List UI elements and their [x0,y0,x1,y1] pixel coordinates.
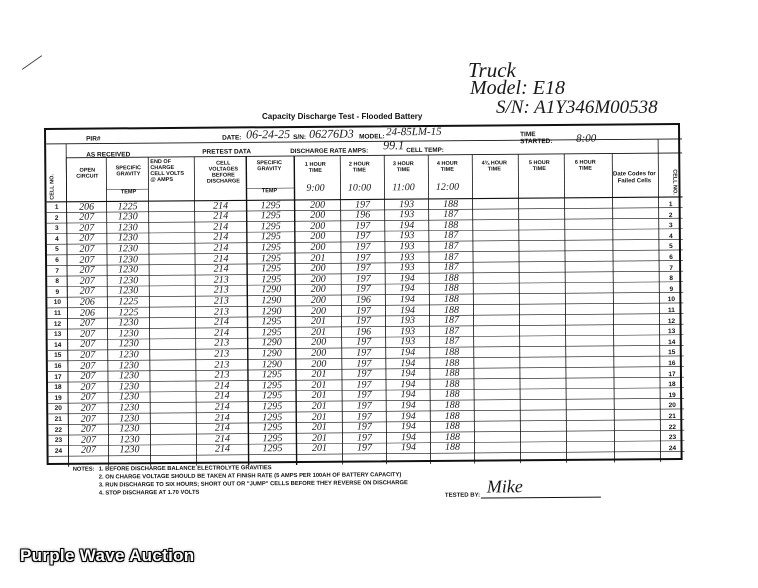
reading-oc: 207 [79,211,95,223]
date-value: 06-24-25 [246,127,291,142]
reading-h3: 193 [399,315,416,327]
test-sheet [40,123,693,499]
hour4-header: 4 HOUR TIME [436,160,458,173]
reading-h4: 187 [443,251,459,263]
cell-number-right: 10 [667,296,676,304]
reading-h2: 197 [355,230,371,242]
reading-h1: 200 [310,284,326,296]
temp-header: TEMP [120,189,137,196]
reading-h1: 201 [311,326,327,338]
tested-by-signature: Mike [486,476,523,497]
specific-gravity-header: SPECIFIC GRAVITY [115,165,142,178]
reading-cv: 214 [214,401,230,413]
reading-sg: 1230 [118,370,139,382]
reading-cv: 213 [214,348,230,360]
time-started-value: 8:00 [576,132,597,145]
cell-number-right: 18 [668,381,676,389]
reading-sg: 1230 [118,264,139,276]
cell-number-left: 20 [54,405,62,413]
reading-h2: 197 [355,251,371,264]
hour5-header: 5 HOUR TIME [528,159,550,173]
cell-number-left: 11 [53,309,61,317]
as-received-label: AS RECEIVED [86,151,131,159]
reading-cv: 214 [213,316,230,328]
reading-h1: 200 [310,305,326,317]
reading-h2: 196 [356,326,372,338]
reading-sg: 1230 [117,253,139,265]
cell-number-left: 12 [53,320,62,328]
reading-cv: 214 [214,380,230,392]
reading-sg: 1230 [118,274,139,287]
notes-label: NOTES: [72,466,95,473]
reading-h1: 200 [310,262,326,274]
handwritten-truck: Truck [468,58,516,82]
reading-cv: 213 [214,359,230,371]
reading-h1: 201 [310,315,327,327]
reading-h3: 193 [399,198,415,210]
reading-h4: 188 [444,431,460,443]
cell-no-header-right: CELL NO. [671,169,678,195]
cell-number-right: 23 [668,434,677,442]
reading-h4: 188 [443,304,459,316]
grid-line [612,154,614,463]
reading-h3: 193 [400,325,416,337]
reading-psg: 1295 [261,369,282,381]
reading-h3: 194 [400,378,416,390]
hour4-time: 12:00 [435,181,460,193]
reading-h3: 194 [400,442,417,454]
pretest-sg-header: SPECIFIC GRAVITY [256,160,282,173]
cell-number-left: 13 [53,331,62,339]
reading-h2: 197 [356,389,372,401]
grid-line [66,153,682,158]
reading-h1: 200 [310,220,326,232]
reading-psg: 1295 [262,432,283,444]
reading-h3: 194 [399,293,415,306]
reading-cv: 214 [213,242,229,254]
cell-number-right: 12 [667,317,676,325]
reading-h2: 197 [356,347,372,359]
note-2: 2. ON CHARGE VOLTAGE SHOULD BE TAKEN AT FINISH RATE (5 AMPS PER 100AH OF BATTERY CAPACITY) [98,472,402,481]
model-label: MODEL: [359,133,385,141]
date-codes-header: Date Codes for Failed Cells [613,171,656,185]
reading-sg: 1230 [118,338,139,350]
reading-h2: 197 [356,336,372,348]
reading-h2: 197 [356,442,373,454]
hour2-header: 2 HOUR TIME [348,161,370,174]
reading-psg: 1295 [260,199,281,211]
cell-number-left: 1 [54,203,59,211]
reading-cv: 214 [213,263,229,275]
reading-h4: 187 [443,240,459,252]
note-4: 4. STOP DISCHARGE AT 1.70 VOLTS [98,489,200,497]
reading-h3: 194 [400,421,416,433]
cell-number-left: 4 [55,235,59,243]
reading-oc: 207 [79,264,95,276]
reading-oc: 207 [79,232,95,244]
handwritten-model: Model: E18 [470,77,565,99]
reading-sg: 1230 [118,380,140,393]
reading-h2: 197 [355,262,371,274]
reading-cv: 213 [213,295,229,307]
reading-h3: 194 [399,272,415,284]
grid-line [658,139,661,462]
sn-value: 06276D3 [308,126,354,141]
reading-h1: 200 [310,241,326,253]
reading-h3: 193 [399,262,415,274]
cell-number-right: 7 [669,264,673,272]
reading-psg: 1295 [260,231,281,243]
reading-h3: 193 [399,240,415,253]
reading-oc: 207 [80,370,96,382]
date-label: DATE: [222,134,242,142]
reading-h4: 188 [443,293,459,305]
reading-sg: 1230 [117,243,138,255]
grid-line [518,154,520,463]
reading-oc: 207 [80,360,96,372]
reading-cv: 214 [214,390,230,402]
cell-number-right: 22 [668,423,677,431]
cell-number-right: 1 [668,201,673,209]
cell-voltages-header: CELL VOLTAGES BEFORE DISCHARGE [206,160,240,185]
reading-oc: 207 [79,222,95,234]
reading-oc: 207 [80,423,96,435]
reading-psg: 1290 [261,305,282,317]
cell-number-right: 2 [668,211,673,219]
reading-h3: 194 [400,399,416,412]
cell-number-left: 19 [54,394,62,402]
reading-h4: 187 [444,325,460,337]
reading-h1: 201 [311,443,328,455]
discharge-rate-label: DISCHARGE RATE AMPS: [290,147,369,156]
reading-h1: 201 [311,432,327,444]
cell-number-left: 22 [54,426,63,434]
grid-line [472,155,474,464]
reading-psg: 1295 [262,411,283,423]
reading-h3: 193 [399,209,415,221]
reading-psg: 1290 [261,337,282,349]
reading-h2: 197 [356,410,372,423]
tested-by-label: TESTED BY: [444,492,481,499]
cell-number-right: 24 [668,444,677,452]
sn-label: S/N: [293,133,307,142]
reading-oc: 207 [79,275,95,287]
reading-h1: 200 [310,231,326,243]
reading-sg: 1230 [119,412,140,424]
reading-sg: 1230 [117,221,138,234]
reading-h2: 197 [356,357,372,370]
note-3: 3. RUN DISCHARGE TO SIX HOURS; SHORT OUT OR "JUMP" CELLS BEFORE THEY REVERSE ON DISCHARGE [98,480,408,489]
reading-h3: 194 [400,368,416,380]
reading-h4: 188 [444,389,460,401]
reading-cv: 213 [214,369,230,381]
reading-h2: 197 [355,304,371,317]
reading-h1: 201 [311,400,327,412]
reading-h3: 194 [400,431,416,443]
grid-line [148,157,150,466]
reading-psg: 1295 [261,263,282,275]
reading-oc: 207 [79,317,96,329]
reading-h3: 194 [400,389,416,401]
reading-oc: 207 [79,254,95,266]
reading-h1: 200 [311,347,327,359]
reading-cv: 213 [213,274,229,286]
reading-h1: 201 [311,368,327,380]
reading-sg: 1225 [118,296,139,308]
cell-number-left: 18 [54,384,62,392]
reading-oc: 207 [79,285,95,297]
reading-oc: 207 [79,243,95,255]
reading-cv: 214 [213,231,229,243]
cell-number-right: 6 [669,254,673,262]
cell-number-left: 17 [54,373,62,381]
hour1-header: 1 HOUR TIME [304,161,326,174]
end-of-charge-header: END OF CHARGE CELL VOLTS @ AMPS [150,158,185,184]
reading-psg: 1295 [260,252,282,264]
reading-oc: 206 [79,296,95,308]
reading-sg: 1225 [117,200,138,212]
reading-h1: 201 [310,252,326,264]
pir-label: PIR# [86,135,101,143]
reading-oc: 206 [79,307,95,319]
reading-h2: 197 [356,421,372,433]
reading-h3: 194 [399,219,415,231]
reading-psg: 1295 [262,400,283,413]
reading-psg: 1295 [262,390,283,402]
reading-h4: 188 [444,420,460,432]
reading-cv: 214 [214,327,230,339]
reading-psg: 1290 [261,284,282,296]
reading-h2: 197 [356,400,372,412]
reading-cv: 214 [213,210,229,222]
cell-number-left: 24 [54,447,63,455]
reading-sg: 1230 [117,211,138,223]
reading-h4: 188 [444,357,460,369]
cell-number-right: 8 [669,275,674,283]
cell-no-header-left: CELL NO. [49,174,56,200]
reading-oc: 207 [80,444,97,456]
reading-sg: 1225 [118,306,139,318]
cell-temp-label: CELL TEMP: [406,146,444,155]
form-table [44,123,683,465]
pretest-data-label: PRETEST DATA [202,148,252,156]
hour3-time: 11:00 [392,182,415,194]
cell-number-right: 20 [668,402,676,410]
reading-h1: 201 [311,390,327,402]
reading-sg: 1230 [118,285,139,297]
reading-h2: 197 [356,432,372,444]
form-title: Capacity Discharge Test - Flooded Battery [262,112,423,121]
reading-h2: 197 [355,198,371,211]
cell-number-left: 8 [55,278,60,286]
pen-mark [22,55,42,70]
cell-number-left: 7 [55,267,59,275]
cell-number-right: 16 [668,360,676,368]
model-value: 24-85LM-15 [385,125,442,139]
reading-h3: 194 [400,346,416,359]
reading-h2: 197 [355,220,371,232]
reading-cv: 214 [214,443,231,455]
reading-h4: 187 [443,208,459,220]
reading-oc: 206 [79,201,95,213]
reading-h4: 188 [443,283,459,295]
reading-oc: 207 [80,434,96,446]
reading-h2: 197 [355,273,371,285]
reading-psg: 1290 [261,358,282,370]
reading-sg: 1230 [118,327,139,340]
reading-h3: 194 [399,304,415,316]
grid-line [564,154,566,463]
cell-number-left: 10 [53,299,62,307]
reading-h2: 197 [355,241,371,253]
reading-h2: 196 [355,209,371,221]
cell-number-left: 21 [54,415,62,423]
reading-h3: 194 [399,283,415,295]
reading-h2: 197 [355,283,371,295]
reading-h4: 188 [443,272,459,284]
cell-number-right: 14 [668,338,676,346]
reading-cv: 214 [214,422,230,434]
reading-h2: 197 [356,379,372,391]
reading-psg: 1295 [262,422,283,434]
reading-sg: 1230 [119,423,140,435]
reading-oc: 207 [80,338,96,350]
reading-cv: 213 [214,337,230,349]
reading-h2: 196 [355,294,371,306]
reading-oc: 207 [80,328,96,340]
hour3-header: 3 HOUR TIME [392,161,414,174]
reading-oc: 207 [80,349,96,361]
reading-oc: 207 [80,381,96,393]
open-circuit-header: OPEN CIRCUIT [76,167,99,180]
cell-number-left: 9 [55,288,60,296]
cell-number-right: 3 [668,222,673,230]
handwritten-serial: S/N: A1Y346M00538 [496,97,658,118]
reading-h1: 200 [311,358,327,370]
reading-h2: 197 [356,368,372,380]
cell-number-left: 15 [54,352,62,360]
cell-number-right: 15 [668,349,676,357]
pretest-temp-header: TEMP [261,188,278,195]
reading-sg: 1230 [118,349,139,361]
reading-h4: 188 [444,399,460,411]
reading-cv: 213 [213,284,229,296]
reading-h1: 201 [311,421,327,433]
cell-number-left: 16 [54,362,62,370]
reading-sg: 1230 [118,317,139,329]
reading-psg: 1295 [261,316,282,328]
reading-oc: 207 [80,402,96,414]
reading-h1: 200 [310,199,326,211]
cell-number-left: 3 [54,225,59,233]
reading-h3: 194 [400,410,416,422]
reading-sg: 1230 [119,433,140,446]
reading-h4: 188 [444,378,460,390]
reading-cv: 214 [214,433,230,445]
tested-by-line [481,497,601,499]
reading-psg: 1295 [260,210,281,222]
reading-psg: 1295 [261,326,282,338]
reading-h4: 187 [443,314,460,326]
note-1: 1. BEFORE DISCHARGE BALANCE ELECTROLYTE GRAVITIES [98,465,272,473]
reading-h3: 193 [399,230,415,242]
reading-h4: 188 [444,410,460,422]
reading-oc: 207 [80,413,96,425]
reading-cv: 213 [213,306,229,318]
reading-h4: 188 [444,367,460,379]
reading-h3: 193 [400,336,416,348]
reading-sg: 1230 [119,444,140,456]
reading-h4: 187 [444,336,460,348]
reading-h1: 201 [311,411,327,423]
discharge-rate-value: 99.1 [383,138,405,153]
reading-sg: 1230 [118,359,139,371]
reading-h4: 188 [443,198,459,210]
hour6-header: 6 HOUR TIME [574,159,596,172]
reading-h1: 200 [311,337,327,349]
cell-number-right: 4 [669,232,673,240]
reading-h4: 188 [444,442,461,454]
reading-h3: 193 [399,251,415,263]
reading-cv: 214 [213,200,229,212]
watermark: Purple Wave Auction [20,546,195,565]
reading-h4: 187 [443,230,459,242]
reading-h4: 187 [443,261,459,273]
reading-psg: 1290 [261,295,282,307]
hour1-time: 9:00 [306,182,325,194]
cell-number-right: 13 [667,328,676,336]
cell-number-left: 6 [55,256,59,264]
reading-sg: 1230 [119,391,140,403]
reading-psg: 1295 [261,379,283,391]
reading-h1: 200 [310,294,326,306]
time-started-label: TIME STARTED: [520,131,553,146]
cell-number-right: 11 [667,307,675,315]
hour475-header: 4¾ HOUR TIME [481,160,508,173]
cell-number-left: 23 [54,437,63,445]
cell-number-left: 5 [55,246,59,254]
cell-number-left: 2 [54,214,59,222]
cell-number-right: 5 [669,243,673,251]
reading-psg: 1290 [261,347,282,360]
reading-cv: 214 [214,412,230,424]
hour2-time: 10:00 [347,182,372,194]
reading-h3: 194 [400,357,416,369]
reading-h1: 200 [310,273,326,285]
reading-psg: 1295 [260,220,281,232]
reading-cv: 214 [213,221,229,233]
cell-number-right: 9 [669,285,674,293]
reading-sg: 1230 [119,402,140,414]
reading-h2: 197 [355,315,372,327]
reading-h1: 200 [310,209,326,221]
reading-psg: 1295 [260,242,281,254]
reading-oc: 207 [80,391,96,403]
reading-h1: 201 [311,379,327,391]
cell-number-left: 14 [54,341,62,349]
reading-sg: 1230 [117,232,138,244]
reading-h4: 188 [443,219,459,231]
reading-cv: 214 [213,253,229,265]
cell-number-right: 21 [668,413,676,421]
cell-number-right: 17 [668,370,676,378]
reading-psg: 1295 [262,443,283,455]
cell-number-right: 19 [668,391,676,399]
reading-h4: 188 [444,346,460,358]
reading-psg: 1295 [261,273,282,285]
